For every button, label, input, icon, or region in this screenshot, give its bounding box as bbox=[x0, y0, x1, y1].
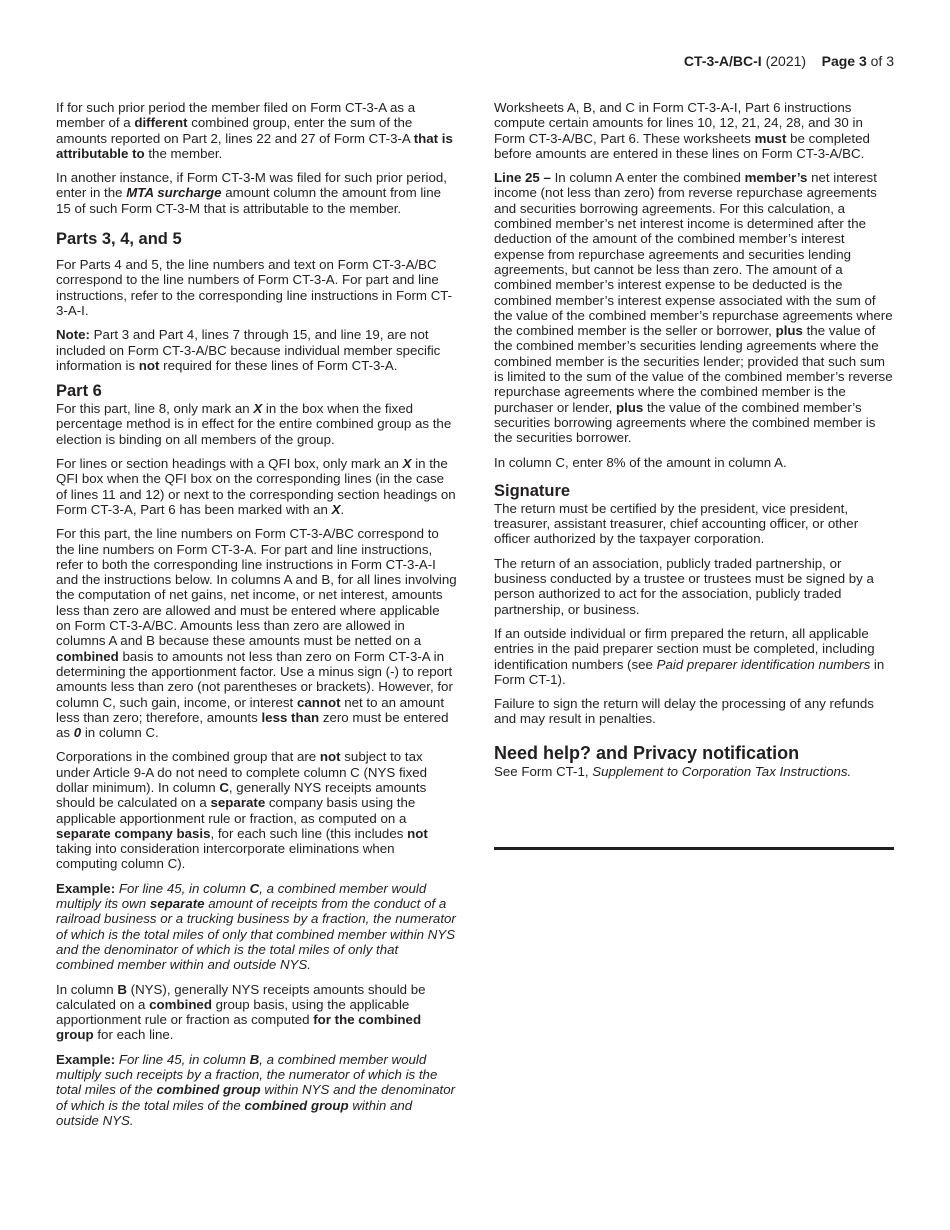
heading-need-help: Need help? and Privacy notification bbox=[494, 742, 800, 763]
paragraph-line-8: For this part, line 8, only mark an X in the box when the fixed percentage method is in effect for the entire combined group as the election is binding on all members of the group. bbox=[56, 401, 452, 447]
paragraph-line-25: Line 25 – In column A enter the combined member’s net interest income (not less than zero) from reverse repurchase agreements and securities borrowing agreements. For this calculation, a combined member’s net interest income is determined after the deduction of the amount of the combined member’s interest expense from repurchase agreements and securities lending agreements, but cannot be less than zero. The amount of a combined member’s interest expense to be deducted is the combined member’s interest expense associated with the sum of the value of the combined member’s repurchase agreements where the combined member is the seller or borrower, plus the value of the combined member’s securities lending agreements where the combined member is the securities lender; provided that such sum is limited to the sum of the value of the combined member’s reverse repurchase agreements where the combined member is the purchaser or lender, plus the value of the combined member’s securities borrowing agreements where the combined member is the securities borrower. bbox=[494, 170, 893, 446]
paragraph-example-column-b: Example: For line 45, in column B, a combined member would multiply such receipts by a fraction, the numerator of which is the total miles of the combined group within NYS and the denominator of which is the total miles of the combined group within and outside NYS. bbox=[56, 1051, 456, 1128]
paragraph-note: Note: Part 3 and Part 4, lines 7 through 15, and line 19, are not included on Form CT-3-A/BC because individual member specific information is not required for these lines of Form CT-3-A. bbox=[56, 327, 441, 373]
paragraph-prior-period: If for such prior period the member filed on Form CT-3-A as a member of a different combined group, enter the sum of the amounts reported on Part 2, lines 22 and 27 of Form CT-3-A that is attributable to the member. bbox=[56, 100, 453, 161]
paragraph-see-form-ct-1: See Form CT-1, Supplement to Corporation Tax Instructions. bbox=[494, 763, 852, 779]
page-header bbox=[684, 53, 894, 69]
page-label: Page 3 bbox=[821, 53, 867, 69]
right-column bbox=[494, 100, 894, 788]
paragraph-mta-surcharge: In another instance, if Form CT-3-M was filed for such prior period, enter in the MTA surcharge amount column the amount from line 15 of such Form CT-3-M that is attributable to the member. bbox=[56, 170, 447, 216]
paragraph-qfi-box: For lines or section headings with a QFI box, only mark an X in the QFI box when the QFI box on the corresponding lines (in the case of lines 11 and 12) or next to the corresponding section headings on Form CT-3-A, Part 6 has been marked with an X. bbox=[56, 456, 456, 517]
paragraph-example-column-c: Example: For line 45, in column C, a combined member would multiply its own separate amount of receipts from the conduct of a railroad business or a trucking business by a fraction, the numerator of which is the total miles of only that combined member within NYS and the denominator of which is the total miles of only that combined member within and outside NYS. bbox=[56, 880, 456, 973]
form-id: CT-3-A/BC-I bbox=[683, 53, 762, 69]
page-of-label: of 3 bbox=[870, 53, 894, 69]
heading-signature: Signature bbox=[494, 481, 571, 500]
paragraph-paid-preparer: If an outside individual or firm prepared the return, all applicable entries in the paid preparer section must be completed, including identification numbers (see Paid preparer identification numbers in Form CT-1). bbox=[494, 625, 885, 687]
paragraph-column-c-8-percent: In column C, enter 8% of the amount in column A. bbox=[494, 454, 787, 470]
paragraph-worksheets: Worksheets A, B, and C in Form CT-3-A-I, Part 6 instructions compute certain amounts for lines 10, 12, 21, 24, 28, and 30 in Form CT-3-A/BC, Part 6. These worksheets must be completed before amounts are entered in these lines on Form CT-3-A/BC. bbox=[494, 100, 870, 161]
heading-part-6: Part 6 bbox=[56, 382, 102, 401]
paragraph-parts-4-5: For Parts 4 and 5, the line numbers and text on Form CT-3-A/BC correspond to the line numbers of Form CT-3-A. For part and line instructions, refer to the corresponding line instructions in Form CT-3-A-I. bbox=[56, 257, 453, 318]
paragraph-line-numbers: For this part, the line numbers on Form CT-3-A/BC correspond to the line numbers on Form CT-3-A. For part and line instructions, refer to both the corresponding line instructions in Form CT-3-A-I and the instructions below. In columns A and B, for all lines involving the computation of net gains, net income, or net interest, amounts less than zero are allowed and must be entered where applicable on Form CT-3-A/BC. Amounts less than zero are allowed in columns A and B because these amounts must be netted on a combined basis to amounts not less than zero on Form CT-3-A in determining the apportionment factor. Use a minus sign (-) to report amounts less than zero (not parentheses or brackets). However, for column C, such gain, income, or interest cannot net to an amount less than zero; therefore, amounts less than zero must be entered as 0 in column C. bbox=[56, 526, 457, 741]
left-column bbox=[56, 100, 458, 1137]
end-rule bbox=[494, 847, 894, 850]
heading-parts-3-4-5: Parts 3, 4, and 5 bbox=[56, 230, 182, 249]
paragraph-association: The return of an association, publicly traded partnership, or business conducted by a trustee or trustees must be signed by a person authorized to act for the association, publicly traded partnership, or business. bbox=[494, 555, 874, 617]
paragraph-certified: The return must be certified by the president, vice president, treasurer, assistant treasurer, chief accounting officer, or other officer authorized by the taxpayer corporation. bbox=[494, 500, 859, 547]
paragraph-failure-to-sign: Failure to sign the return will delay the processing of any refunds and may result in penalties. bbox=[494, 696, 874, 727]
form-year: (2021) bbox=[765, 53, 807, 69]
paragraph-column-c: Corporations in the combined group that are not subject to tax under Article 9-A do not need to complete column C (NYS fixed dollar minimum). In column C, generally NYS receipts amounts should be calculated on a separate company basis using the applicable apportionment rule or fraction, as computed on a separate company basis, for each such line (this includes not taking into consideration intercorporate eliminations when computing column C). bbox=[56, 749, 428, 872]
paragraph-column-b: In column B (NYS), generally NYS receipts amounts should be calculated on a combined group basis, using the applicable apportionment rule or fraction as computed for the combined group for each line. bbox=[56, 981, 426, 1043]
